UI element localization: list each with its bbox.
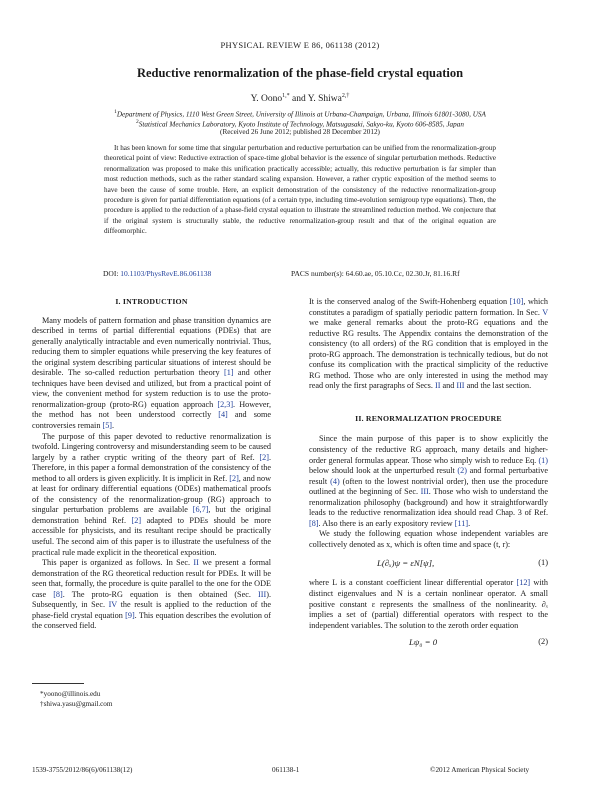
footer-copyright: ©2012 American Physical Society bbox=[430, 766, 530, 774]
paragraph-text: Since the main purpose of this paper is to show explicitly the consistency of the reductive RG approach, many details and higher-order general formulas appear. Those who simply wish to reduce Eq. bbox=[309, 434, 548, 465]
equation-2 bbox=[309, 631, 548, 655]
reference-link[interactable]: V bbox=[542, 307, 548, 317]
right-paragraph-0 bbox=[309, 297, 548, 392]
affiliation-1-text: Department of Physics, 1110 West Green Street, University of Illinois at Urbana-Champaign, Urbana, Illinois 61801-3080, USA bbox=[116, 110, 486, 119]
equation-1 bbox=[309, 550, 548, 578]
paragraph-text: . Those who wish to understand the renormalization philosophy (background) and how it straightforwardly leads to the reductive renormalization idea should read Chap. 3 of Ref. bbox=[309, 487, 548, 518]
pacs-numbers: PACS number(s): 64.60.ae, 05.10.Cc, 02.30.Jr, 81.16.Rf bbox=[291, 269, 460, 278]
equation-2-number: (2) bbox=[538, 637, 548, 647]
renorm-paragraph-3 bbox=[309, 578, 548, 631]
reference-link[interactable]: [11] bbox=[454, 518, 469, 528]
reference-link[interactable]: [2] bbox=[259, 452, 269, 462]
reference-link[interactable]: III bbox=[258, 589, 267, 599]
reference-link[interactable]: [1] bbox=[223, 368, 234, 378]
paragraph-text: we make general remarks about the proto-RG equations and the reductive RG results. The Appendix contains the demonstration of the consistency (to all orders) of the RG condition that is employed in the proto-RG approach. The demonstration is technically tedious, but do not confuse its complication with the practical simplicity of the reductive RG method. Those who are only interested in using the method may read only the first paragraphs of Secs. bbox=[309, 318, 548, 391]
footnote-email-1[interactable]: *yoono@illinois.edu bbox=[40, 690, 101, 698]
affiliation-1-mark: 1 bbox=[114, 109, 117, 115]
reference-link[interactable]: [2] bbox=[131, 515, 142, 525]
footer-page-number: 061138-1 bbox=[272, 766, 300, 774]
reference-link[interactable]: [8] bbox=[309, 518, 319, 528]
paragraph-text: the result is applied to the reduction of the phase-field crystal equation bbox=[32, 600, 271, 620]
paragraph-text: and some controversies remain bbox=[32, 410, 271, 431]
paragraph-text: . However, the method has not been understood correctly bbox=[32, 399, 271, 420]
abstract: It has been known for some time that singular perturbation and reductive perturbation can be unified from the renormalization-group theoretical point of view: Reductive extraction of space-time global behavior is the essence of singular perturbation methods. Reductive renormalization was proposed to make this unification practically accessible; actually, this reductive perturbation is far simpler than most reduction methods, such as the rather standard scaling expansion. However, a rather cryptic exposition of the method seems to have been the cause of some trouble. Here, an explicit demonstration of the consistency of the reductive renormalization-group procedure is given for partial differentiation equations (of a certain type, including time-evolution semigroup type equations). Then, the procedure is applied to the reduction of a phase-field crystal equation to illustrate the streamlined reduction method. We conjecture that if the original system is structurally stable, the reductive renormalization-group result and that of the original equation are diffeomorphic. bbox=[104, 144, 496, 236]
reference-link[interactable]: (4) bbox=[330, 476, 340, 486]
author-line bbox=[0, 93, 600, 104]
doi-link[interactable]: 10.1103/PhysRevE.86.061138 bbox=[120, 269, 212, 278]
paragraph-text: Many models of pattern formation and phase transition dynamics are described in terms of partial differential equations (PDEs) that are generally analytically intractable and even numerically nontrivial. Thus, reducing them to simpler equations while preserving the key features of the original system describing particular situations of interest should be desirable. The so-called reduction perturbation theory bbox=[32, 315, 271, 378]
paragraph-text: It is the conserved analog of the Swift-Hohenberg equation bbox=[309, 297, 510, 306]
renorm-paragraph-1 bbox=[309, 434, 548, 529]
reference-link[interactable]: [2,3] bbox=[217, 399, 234, 409]
paragraph-text: The purpose of this paper devoted to reductive renormalization is twofold. Lingering controversy and misunderstanding seem to be caused largely by a rather cryptic writing of the theory part of Ref. bbox=[32, 431, 271, 462]
affiliation-2-text: Statistical Mechanics Laboratory, Kyoto Institute of Technology, Matsugasaki, Sakyo-ku, Kyoto 606-8585, Japan bbox=[138, 120, 464, 129]
paragraph-text: , but the original demonstration behind Ref. bbox=[32, 505, 271, 525]
paragraph-text: We study the following equation whose independent variables are collectively denoted as x, which is often time and space (t, r): bbox=[309, 529, 548, 549]
footnote-rule bbox=[32, 683, 84, 684]
paragraph-text: where L is a constant coefficient linear differential operator bbox=[309, 578, 517, 588]
paragraph-text: This paper is organized as follows. In Sec. bbox=[42, 558, 194, 568]
left-column bbox=[32, 297, 271, 632]
paragraph-text: , and now at least for ordinary differential equations (ODEs) mathematical proofs of the consistency of the renormalization-group (RG) approach to singular perturbation problems are available bbox=[32, 473, 271, 515]
author-1: Y. Oono bbox=[250, 94, 283, 105]
footnote-email-2[interactable]: †shiwa.yasu@gmail.com bbox=[40, 700, 113, 708]
right-column bbox=[309, 297, 548, 655]
author-2: Y. Shiwa bbox=[307, 94, 342, 105]
reference-link[interactable]: [2] bbox=[229, 473, 239, 483]
paper-title: Reductive renormalization of the phase-field crystal equation bbox=[136, 66, 464, 80]
paragraph-text: . This equation describes the evolution of the conserved field. bbox=[32, 610, 271, 631]
paragraph-text: and other techniques have been devised and utilized, but from a practical point of view, the convenient method for system reduction is to use the proto-renormalization-group (proto-RG) equation approach bbox=[32, 368, 271, 409]
received-date: (Received 26 June 2012; published 28 December 2012) bbox=[220, 128, 380, 136]
reference-link[interactable]: [6,7] bbox=[192, 505, 209, 515]
author-2-mark: 2,† bbox=[341, 93, 350, 99]
author-and: and bbox=[291, 94, 306, 105]
section-heading-introduction: I. INTRODUCTION bbox=[115, 297, 188, 306]
paragraph-text: . Therefore, in this paper a formal demonstration of the consistency of the method to all orders is given explicitly. It is implicit in Ref. bbox=[32, 452, 271, 483]
reference-link[interactable]: III bbox=[420, 487, 429, 497]
paragraph-text: ). Subsequently, in Sec. bbox=[32, 589, 271, 610]
paragraph-text: , which constitutes a paradigm of spatially periodic pattern formation. In Sec. bbox=[309, 297, 548, 317]
paragraph-text: . bbox=[468, 518, 471, 528]
reference-link[interactable]: [8] bbox=[53, 589, 63, 599]
reference-link[interactable]: II bbox=[434, 381, 441, 391]
reference-link[interactable]: [10] bbox=[509, 297, 524, 306]
doi bbox=[103, 269, 211, 278]
equation-1-number: (1) bbox=[538, 558, 548, 568]
paragraph-text: below should look at the unperturbed result bbox=[309, 466, 458, 476]
paragraph-text: and bbox=[440, 381, 457, 391]
paragraph-text: (often to the lowest nontrivial order), then use the procedure outlined at the beginning of Sec. bbox=[309, 476, 548, 497]
paragraph-text: with distinct eigenvalues and N is a certain nonlinear operator. A small positive constant ε represents the smallness of the nonlinearity. ∂ₓ implies a set of (partial) differential operators with respect to the independent variables. The solution to the zeroth order equation bbox=[309, 578, 548, 630]
equation-2-body: Lψ₀ = 0 bbox=[409, 637, 438, 648]
journal-header: PHYSICAL REVIEW E 86, 061138 (2012) bbox=[220, 40, 380, 50]
equation-1-body: L(∂ₓ)ψ = εN[ψ], bbox=[377, 558, 435, 569]
author-1-mark: 1,* bbox=[282, 93, 290, 99]
intro-paragraph-3 bbox=[32, 558, 271, 632]
doi-label: DOI: bbox=[103, 269, 119, 278]
paragraph-text: adapted to PDEs should be more accessible for physicists, and its resultant recipe should be practically useful. The second aim of this paper is to illustrate the usefulness of the practical rule made explicit in the theoretical exposition. bbox=[32, 515, 271, 557]
intro-paragraph-2 bbox=[32, 432, 271, 559]
reference-link[interactable]: [12] bbox=[516, 578, 531, 588]
paragraph-text: and formal perturbative result bbox=[309, 466, 549, 486]
reference-link[interactable]: IV bbox=[108, 600, 118, 610]
paragraph-text: . Also there is an early expository review bbox=[318, 518, 455, 528]
section-heading-renormalization: II. RENORMALIZATION PROCEDURE bbox=[355, 413, 502, 423]
intro-paragraph-1 bbox=[32, 316, 271, 432]
footer-issn: 1539-3755/2012/86(6)/061138(12) bbox=[32, 766, 133, 774]
reference-link[interactable]: (1) bbox=[538, 455, 548, 465]
reference-link[interactable]: II bbox=[193, 558, 199, 568]
renorm-paragraph-2 bbox=[309, 529, 548, 550]
reference-link[interactable]: III bbox=[456, 381, 465, 391]
paragraph-text: . The proto-RG equation is then obtained (Sec. bbox=[62, 589, 259, 599]
reference-link[interactable]: (2) bbox=[457, 466, 467, 476]
paragraph-text: and the last section. bbox=[464, 381, 532, 391]
reference-link[interactable]: [9] bbox=[125, 610, 135, 620]
paragraph-text: . bbox=[112, 421, 115, 431]
reference-link[interactable]: [4] bbox=[218, 410, 228, 420]
paragraph-text: we present a formal demonstration of the RG theoretical reduction result for PDEs. It will be seen that, formally, the procedure is quite parallel to the one for the ODE case bbox=[32, 558, 271, 599]
affiliation-2-mark: 2 bbox=[136, 119, 139, 125]
reference-link[interactable]: [5] bbox=[102, 421, 113, 431]
